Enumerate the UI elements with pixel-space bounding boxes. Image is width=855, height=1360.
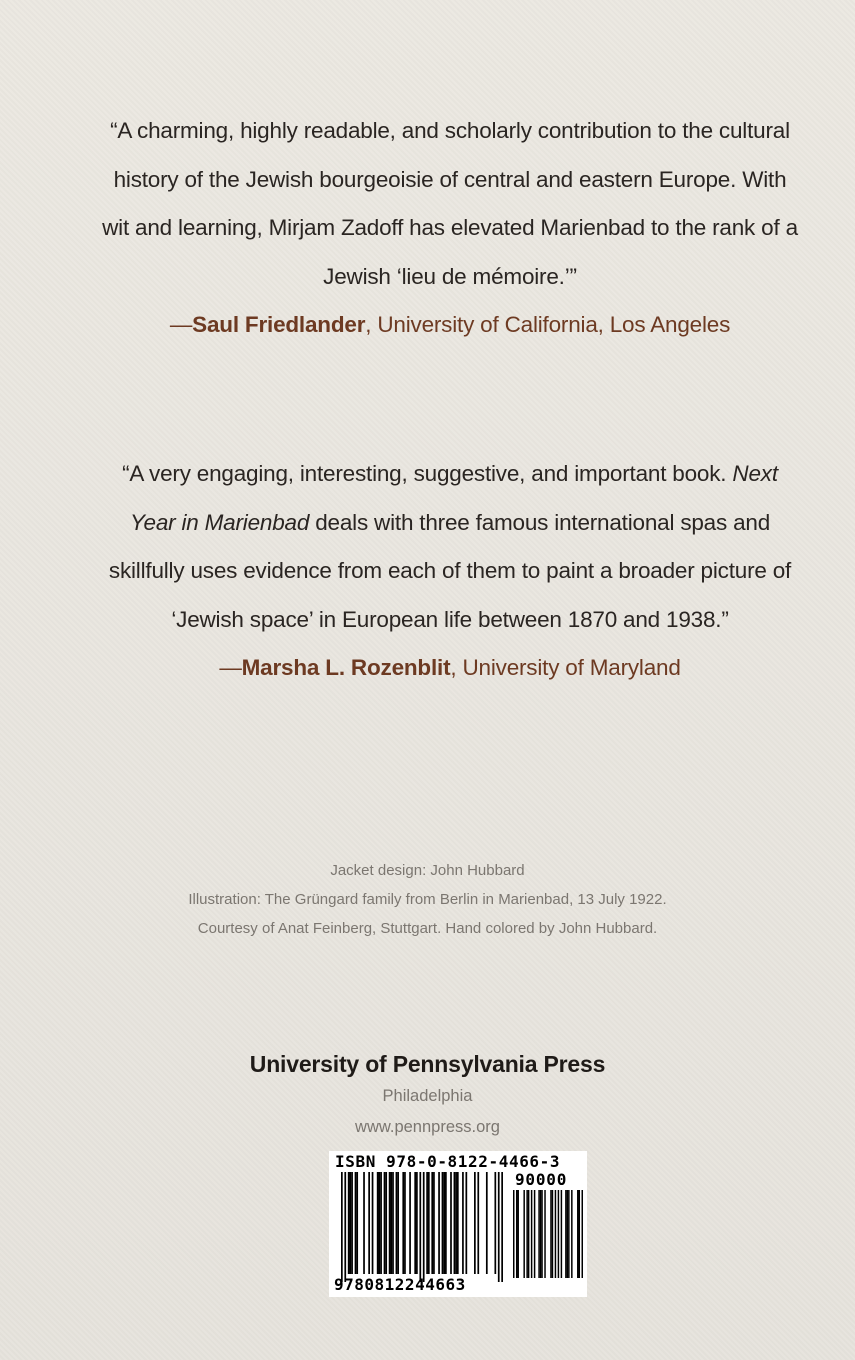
barcode-bar (409, 1172, 411, 1274)
quote-line (100, 499, 800, 548)
addon-bar (571, 1190, 572, 1278)
addon-bar (565, 1190, 566, 1278)
barcode-bar (348, 1172, 350, 1274)
barcode-bar (433, 1172, 435, 1274)
barcode-bar (372, 1172, 374, 1274)
addon-bar (561, 1190, 562, 1278)
addon-bar (531, 1190, 532, 1278)
publisher-city: Philadelphia (382, 1087, 473, 1105)
book-title-italic: Next (732, 461, 778, 486)
barcode-bar (419, 1172, 421, 1282)
addon-bar (523, 1190, 524, 1278)
barcode-bar (414, 1172, 416, 1274)
barcode-bar (404, 1172, 406, 1274)
addon-bar (579, 1190, 580, 1278)
barcode-bar (450, 1172, 452, 1274)
jacket-design-credit: Jacket design: John Hubbard (330, 862, 525, 879)
barcode-bar (379, 1172, 381, 1274)
barcode-bar (390, 1172, 392, 1274)
barcode-bar (498, 1172, 500, 1282)
price-code: 90000 (515, 1170, 568, 1189)
ean-barcode-bars (341, 1172, 503, 1282)
attribution-dash: — (169, 312, 193, 337)
addon-bar (558, 1190, 559, 1278)
addon-bar (513, 1190, 514, 1278)
addon-bar (541, 1190, 542, 1278)
barcode-bar (351, 1172, 353, 1274)
barcode-bar (494, 1172, 496, 1274)
barcode-bar (442, 1172, 444, 1274)
addon-bar (582, 1190, 583, 1278)
endorsement-quote-2 (100, 450, 800, 693)
barcode-bar (443, 1172, 445, 1274)
barcode-bar (457, 1172, 459, 1274)
quote-line: history of the Jewish bourgeoisie of central and eastern Europe. With (113, 166, 787, 192)
barcode-bar (431, 1172, 433, 1274)
barcode-bar (363, 1172, 365, 1274)
addon-bar (577, 1190, 578, 1278)
addon-bar (550, 1190, 551, 1278)
endorser-name: Saul Friedlander (192, 312, 366, 337)
barcode-bar (355, 1172, 357, 1274)
barcode-bar (462, 1172, 464, 1274)
barcode-bar (501, 1172, 503, 1282)
attribution-dash: — (219, 655, 242, 680)
barcode-bar (341, 1172, 343, 1282)
addon-bar (568, 1190, 569, 1278)
addon-bar (552, 1190, 553, 1278)
quote-attribution (100, 644, 800, 693)
quote-attribution (100, 301, 800, 350)
barcode-bar (380, 1172, 382, 1274)
barcode-bar (368, 1172, 370, 1274)
addon-bar (567, 1190, 568, 1278)
addon-bar (538, 1190, 539, 1278)
barcode-bar (397, 1172, 399, 1274)
barcode-bar (356, 1172, 358, 1274)
publisher-url: www.pennpress.org (355, 1118, 500, 1136)
barcode-bar (350, 1172, 352, 1274)
quote-line: ‘Jewish space’ in European life between 1870 and 1938.” (171, 606, 729, 632)
publisher-name: University of Pennsylvania Press (249, 1051, 606, 1077)
barcode-bar (396, 1172, 398, 1274)
barcode-bar (426, 1172, 428, 1274)
addon-bar (517, 1190, 518, 1278)
quote-text (100, 107, 800, 301)
quote-text (100, 450, 800, 644)
barcode-bar (455, 1172, 457, 1274)
barcode-bar (423, 1172, 425, 1282)
barcode-bar (454, 1172, 456, 1274)
jacket-credits (100, 856, 755, 943)
barcode-bar (474, 1172, 476, 1274)
barcode-bar (465, 1172, 467, 1274)
barcode-bar (392, 1172, 394, 1274)
quote-line (100, 450, 800, 499)
barcode-bar (384, 1172, 386, 1274)
barcode-bar (344, 1172, 346, 1282)
barcode-bar (389, 1172, 391, 1274)
quote-line: “A charming, highly readable, and scholarly contribution to the cultural (110, 118, 790, 143)
barcode-bar (377, 1172, 379, 1274)
barcode-bar (477, 1172, 479, 1274)
quote-line: wit and learning, Mirjam Zadoff has elevated Marienbad to the rank of a (102, 215, 798, 240)
illustration-credit: Illustration: The Grüngard family from Berlin in Marienbad, 13 July 1922. (188, 891, 667, 908)
barcode-bar (438, 1172, 440, 1274)
book-title-italic: Year in Marienbad (129, 509, 310, 535)
endorser-name: Marsha L. Rozenblit (241, 655, 451, 680)
quote-line: Jewish ‘lieu de mémoire.’” (323, 263, 577, 289)
isbn-barcode (329, 1151, 587, 1297)
barcode-bar (385, 1172, 387, 1274)
barcode-bar (416, 1172, 418, 1274)
ean-digits: 9780812244663 (334, 1275, 466, 1294)
barcode-bar (445, 1172, 447, 1274)
endorser-affiliation: , University of Maryland (450, 655, 681, 680)
addon-bar (555, 1190, 556, 1278)
barcode-bar (428, 1172, 430, 1274)
addon-barcode-bars (513, 1190, 583, 1278)
addon-bar (534, 1190, 535, 1278)
addon-bar (516, 1190, 517, 1278)
addon-bar (544, 1190, 545, 1278)
barcode-bar (402, 1172, 404, 1274)
endorsement-quote-1 (100, 107, 800, 350)
quote-segment: “A very engaging, interesting, suggestive, and important book. (122, 461, 733, 486)
courtesy-credit: Courtesy of Anat Feinberg, Stuttgart. Hand colored by John Hubbard. (197, 920, 658, 937)
barcode-bar (486, 1172, 488, 1274)
addon-bar (528, 1190, 529, 1278)
addon-bar (540, 1190, 541, 1278)
endorser-affiliation: , University of California, Los Angeles (365, 312, 731, 337)
addon-bar (526, 1190, 527, 1278)
quote-line: skillfully uses evidence from each of them to paint a broader picture of (108, 558, 792, 583)
isbn-label: ISBN 978-0-8122-4466-3 (335, 1152, 561, 1171)
publisher-block (100, 1047, 755, 1143)
quote-segment: deals with three famous international spas and (309, 509, 771, 535)
